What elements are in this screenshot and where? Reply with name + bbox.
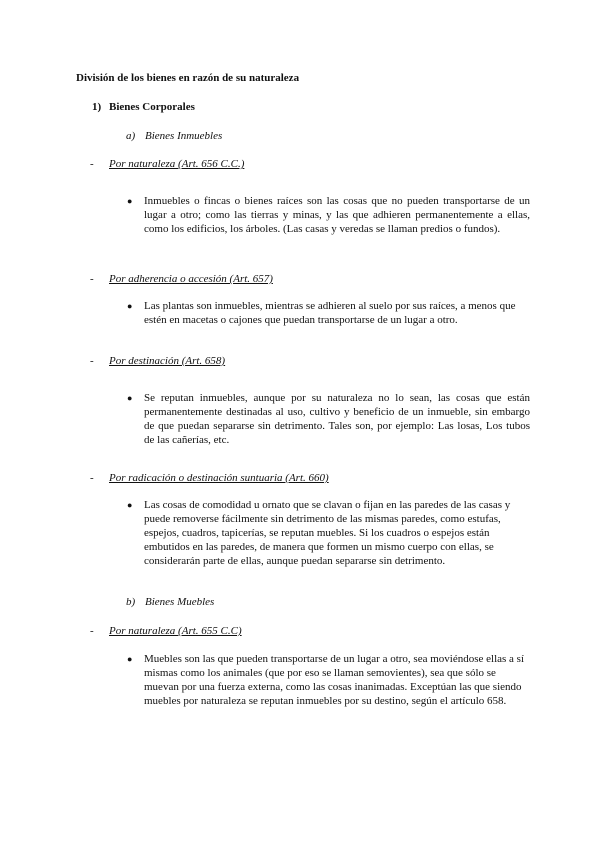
bullet-icon: ● [127, 500, 133, 510]
dash-marker: - [90, 625, 94, 637]
section-heading-bienes-corporales [92, 101, 195, 113]
paragraph-text: Se reputan inmuebles, aunque por su naturaleza no lo sean, las cosas que están permanentemente destinadas al uso, cultivo y beneficio de un inmueble, sin embargo de que puedan separarse sin detrimento. Tales son, por ejemplo: Las losas, Los tubos de las cañerías, etc. [144, 392, 530, 446]
bullet-paragraph [127, 498, 530, 568]
subsection-heading-bienes-muebles [126, 596, 214, 608]
subsection-letter: a) [126, 130, 136, 142]
dash-marker: - [90, 273, 94, 285]
item-heading-por-naturaleza-inmuebles [90, 158, 244, 170]
subsection-label: Bienes Muebles [145, 596, 215, 608]
bullet-paragraph [127, 652, 530, 708]
dash-marker: - [90, 158, 94, 170]
subsection-heading-bienes-inmuebles [126, 130, 222, 142]
item-label: Por destinación (Art. 658) [109, 355, 226, 367]
paragraph-text: Las cosas de comodidad u ornato que se clavan o fijan en las paredes de las casas y puede removerse fácilmente sin detrimento de las mismas paredes, como estufas, espejos, cuadros, tapicerías, se reputan muebles. Si los cuadros o espejos están embutidos en las paredes, de manera que formen un mismo cuerpo con ellas, se considerarán parte de ellas, aunque puedan separarse sin detrimento. [144, 499, 511, 567]
item-heading-por-naturaleza-muebles [90, 625, 242, 637]
paragraph-text: Muebles son las que pueden transportarse de un lugar a otro, sea moviéndose ellas a sí mismas como los animales (que por eso se llaman semovientes), sea que sólo se muevan por una fuerza externa, como las cosas inanimadas. Exceptúan las que siendo muebles por naturaleza se reputan inmuebles por su destino, según el artículo 658. [144, 653, 525, 707]
item-heading-por-destinacion [90, 355, 225, 367]
paragraph-text: Inmuebles o fincas o bienes raíces son las cosas que no pueden transportarse de un lugar a otro; como las tierras y minas, y las que adhieren permanentemente a ellas, como los edificios, los árboles. (Las casas y veredas se llaman predios o fundos). [144, 195, 530, 235]
section-number: 1) [92, 101, 102, 113]
bullet-paragraph [127, 299, 530, 327]
bullet-paragraph [127, 391, 530, 447]
item-heading-por-adherencia [90, 273, 273, 285]
bullet-icon: ● [127, 301, 133, 311]
subsection-label: Bienes Inmuebles [145, 130, 223, 142]
item-label: Por adherencia o accesión (Art. 657) [109, 273, 273, 285]
paragraph-text: Las plantas son inmuebles, mientras se adhieren al suelo por sus raíces, a menos que estén en macetas o cajones que puedan transportarse de un lugar a otro. [144, 300, 516, 326]
dash-marker: - [90, 472, 94, 484]
item-label: Por radicación o destinación suntuaria (Art. 660) [109, 472, 329, 484]
bullet-icon: ● [127, 654, 133, 664]
bullet-paragraph [127, 194, 530, 236]
item-heading-por-radicacion [90, 472, 329, 484]
item-label: Por naturaleza (Art. 655 C.C) [109, 625, 242, 637]
subsection-letter: b) [126, 596, 136, 608]
bullet-icon: ● [127, 196, 133, 206]
item-label: Por naturaleza (Art. 656 C.C.) [109, 158, 245, 170]
dash-marker: - [90, 355, 94, 367]
section-label: Bienes Corporales [109, 101, 195, 113]
document-title: División de los bienes en razón de su naturaleza [76, 72, 300, 84]
bullet-icon: ● [127, 393, 133, 403]
